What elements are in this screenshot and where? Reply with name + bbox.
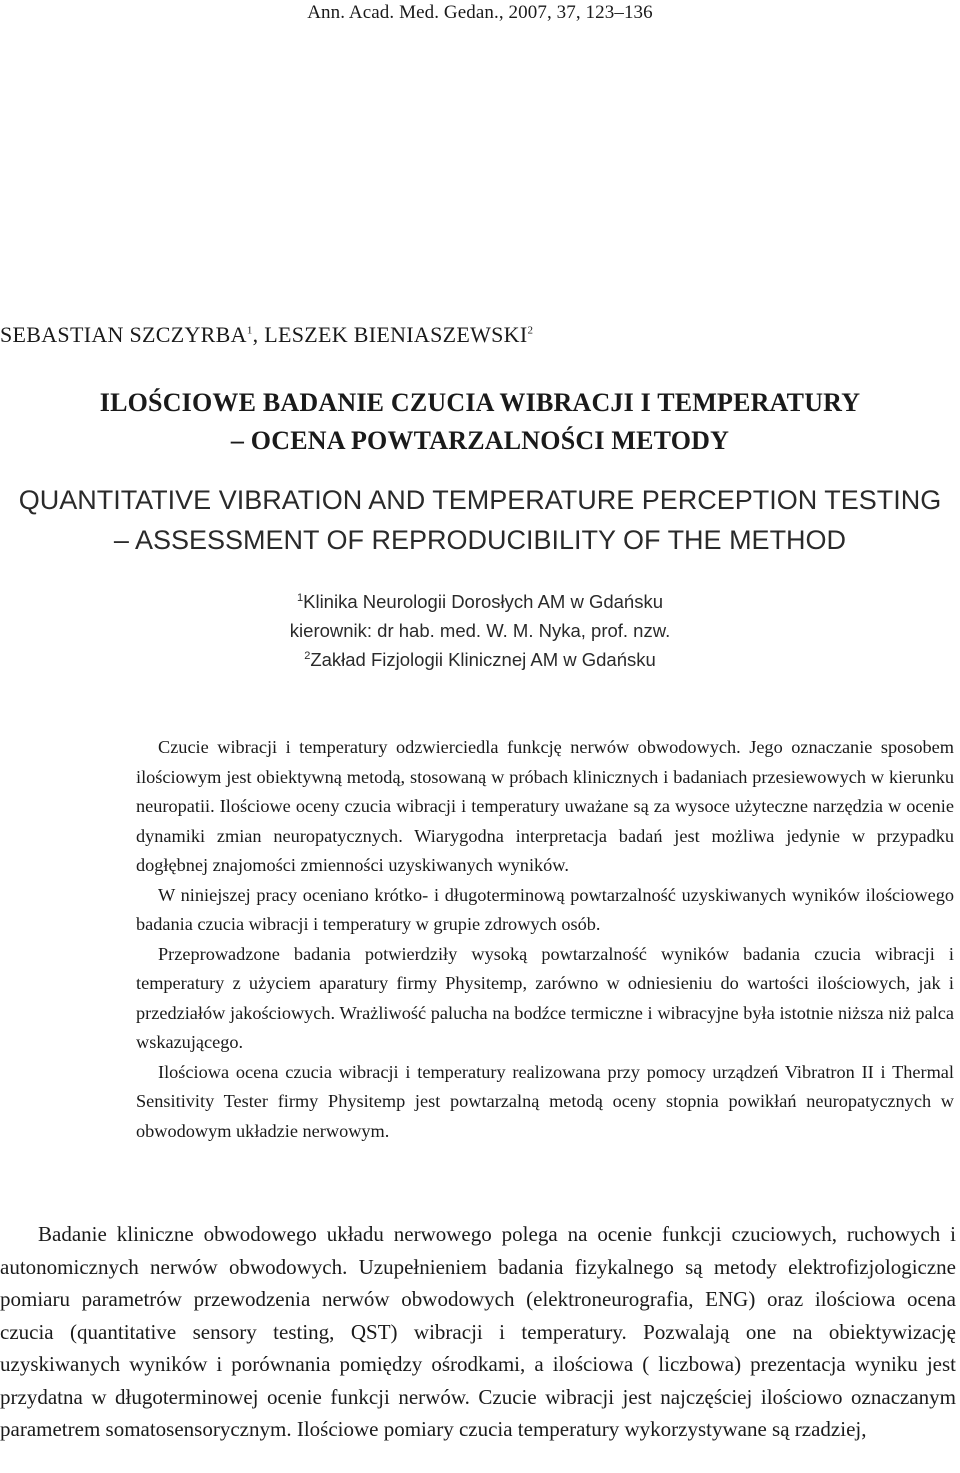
title-english <box>0 480 960 560</box>
author-affiliation-mark: 1 <box>246 324 253 337</box>
title-english-line: – ASSESSMENT OF REPRODUCIBILITY OF THE METHOD <box>113 525 847 555</box>
abstract-paragraph: Czucie wibracji i temperatury odzwierciedla funkcję nerwów obwodowych. Jego oznaczanie sposobem ilościowym jest obiektywną metodą, stosowaną w próbach klinicznych i badaniach przesiewowych w kierunku neuropatii. Ilościowe oceny czucia wibracji i temperatury uważane są za wysoce użyteczne narzędzia w ocenie dynamiki zmian neuropatycznych. Wiarygodna interpretacja badań jest możliwa jedynie w przypadku dogłębnej znajomości zmienności uzyskiwanych wyników. <box>136 737 954 875</box>
abstract-paragraph: W niniejszej pracy oceniano krótko- i długoterminową powtarzalność uzyskiwanych wyników ilościowego badania czucia wibracji i temperatury w grupie zdrowych osób. <box>136 884 954 934</box>
author-separator: , <box>252 322 265 347</box>
abstract-paragraph: Ilościowa ocena czucia wibracji i temperatury realizowana przy pomocy urządzeń Vibratron II i Thermal Sensitivity Tester firmy Physitemp jest powtarzalną metodą oceny stopnia powikłań neuropatycznych w obwodowym układzie nerwowym. <box>136 1061 954 1141</box>
title-polish <box>0 384 960 460</box>
title-polish-line: ILOŚCIOWE BADANIE CZUCIA WIBRACJI I TEMPERATURY <box>99 388 861 417</box>
affiliation-line <box>0 645 960 674</box>
body-paragraph: Badanie kliniczne obwodowego układu nerwowego polega na ocenie funkcji czuciowych, ruchowych i autonomicznych nerwów obwodowych. Uzupełnieniem badania fizykalnego są metody elektrofizjologiczne pomiaru parametrów przewodzenia nerwów obwodowych (elektroneurografia, ENG) oraz ilościowa ocena czucia (quantitative sensory testing, QST) wibracji i temperatury. Pozwalają one na obiektywizację uzyskiwanych wyników i porównania pomiędzy ośrodkami, a ilościowa ( liczbowa) prezentacja wyniku jest przydatna w długoterminowej ocenie funkcji nerwów. Czucie wibracji jest najczęściej ilościowo oznaczanym parametrem somatosensorycznym. Ilościowe pomiary czucia temperatury wykorzystywane są rzadziej, <box>0 1222 956 1441</box>
affiliation-line <box>0 587 960 616</box>
author-line <box>0 322 960 348</box>
author-name: SEBASTIAN SZCZYRBA <box>0 322 247 347</box>
title-polish-line: – OCENA POWTARZALNOŚCI METODY <box>230 426 730 455</box>
abstract <box>136 733 954 1146</box>
affiliation-mark: 2 <box>304 649 311 662</box>
journal-header: Ann. Acad. Med. Gedan., 2007, 37, 123–136 <box>307 2 653 23</box>
author-affiliation-mark: 2 <box>527 324 534 337</box>
body-text <box>0 1218 956 1446</box>
affiliation-text: Zakład Fizjologii Klinicznej AM w Gdańsku <box>310 649 656 670</box>
abstract-paragraph: Przeprowadzone badania potwierdziły wysoką powtarzalność wyników badania czucia wibracji i temperatury z użyciem aparatury firmy Physitemp, zarówno w odniesieniu do wartości ilościowych, jak i przedziałów jakościowych. Wrażliwość palucha na bodźce termiczne i wibracyjne była istotnie niższa niż palca wskazującego. <box>136 943 954 1052</box>
title-english-line: QUANTITATIVE VIBRATION AND TEMPERATURE PERCEPTION TESTING <box>18 485 942 515</box>
affiliation-text: Klinika Neurologii Dorosłych AM w Gdańsku <box>303 591 663 612</box>
author-name: LESZEK BIENIASZEWSKI <box>264 322 528 347</box>
affiliations <box>0 587 960 674</box>
affiliation-mark: 1 <box>297 591 304 604</box>
affiliation-head: kierownik: dr hab. med. W. M. Nyka, prof. nzw. <box>289 620 671 641</box>
